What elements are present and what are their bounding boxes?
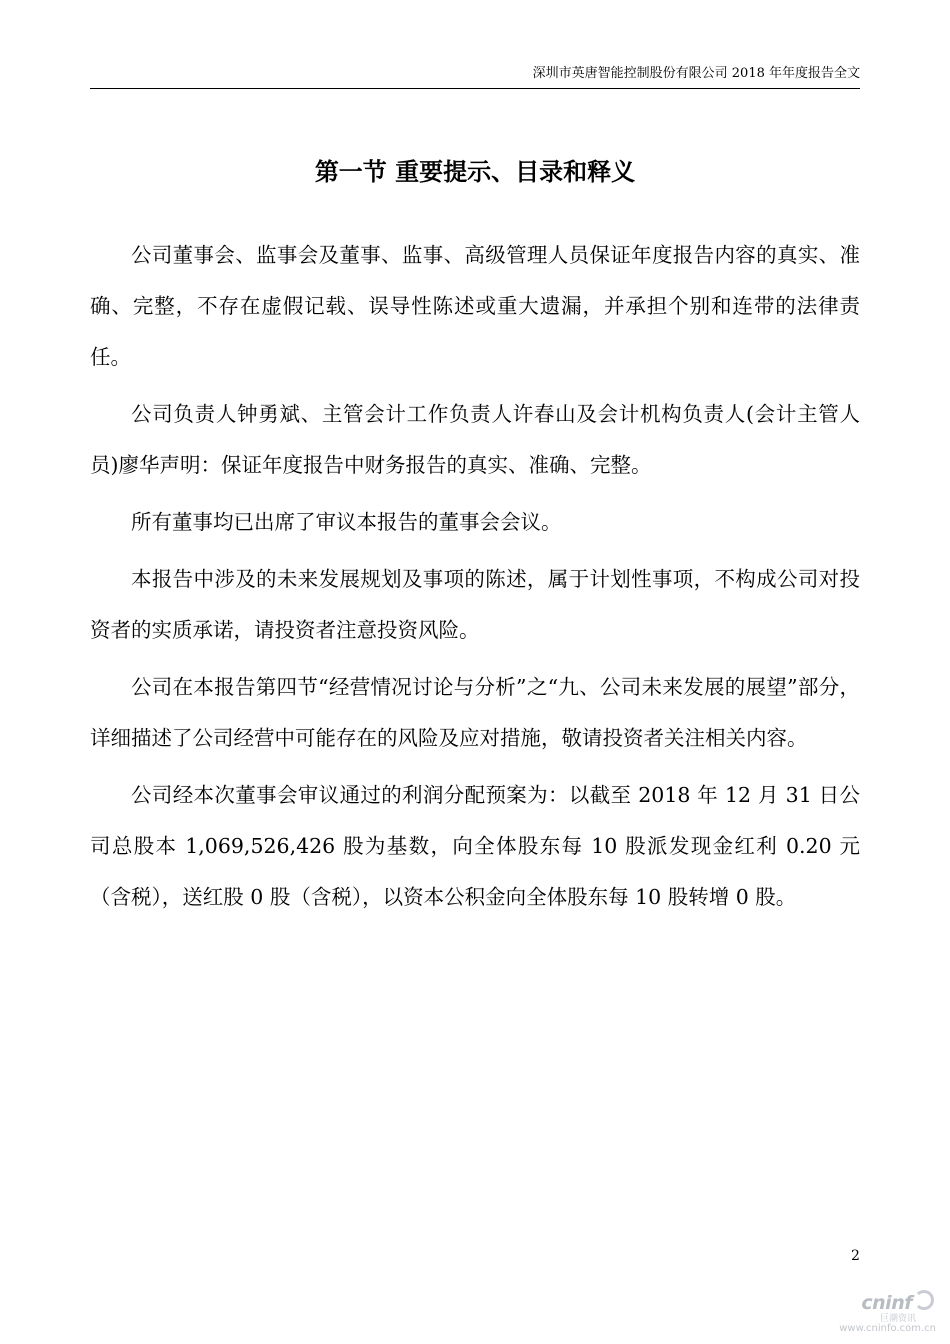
paragraph-officer-declaration: 公司负责人钟勇斌、主管会计工作负责人许春山及会计机构负责人(会计主管人员)廖华声明：保证年度报告中财务报告的真实、准确、完整。 bbox=[90, 402, 860, 477]
section-title: 第一节 重要提示、目录和释义 bbox=[314, 158, 636, 186]
running-header: 深圳市英唐智能控制股份有限公司 2018 年年度报告全文 bbox=[532, 66, 860, 81]
paragraph-responsibility-statement: 公司董事会、监事会及董事、监事、高级管理人员保证年度报告内容的真实、准确、完整，不存在虚假记载、误导性陈述或重大遗漏，并承担个别和连带的法律责任。 bbox=[90, 243, 860, 369]
cninfo-swirl-icon bbox=[914, 1290, 934, 1310]
cninfo-chinese-name: 巨潮资讯 bbox=[879, 1314, 916, 1324]
paragraph-forward-looking-disclaimer: 本报告中涉及的未来发展规划及事项的陈述，属于计划性事项，不构成公司对投资者的实质承诺，请投资者注意投资风险。 bbox=[90, 567, 860, 642]
paragraph-risk-reference: 公司在本报告第四节“经营情况讨论与分析”之“九、公司未来发展的展望”部分，详细描述了公司经营中可能存在的风险及应对措施，敬请投资者关注相关内容。 bbox=[90, 675, 860, 750]
cninfo-url: www.cninfo.com.cn bbox=[839, 1323, 936, 1334]
cninfo-logo: cninf bbox=[861, 1290, 934, 1314]
page-number: 2 bbox=[851, 1248, 860, 1264]
cninfo-watermark bbox=[839, 1290, 942, 1340]
header-divider bbox=[90, 88, 860, 89]
paragraph-board-attendance: 所有董事均已出席了审议本报告的董事会会议。 bbox=[131, 510, 562, 534]
body-text bbox=[90, 230, 860, 929]
paragraph-profit-distribution: 公司经本次董事会审议通过的利润分配预案为：以截至 2018 年 12 月 31 日公司总股本 1,069,526,426 股为基数，向全体股东每 10 股派发现金红利 0.20 元（含税），送红股 0 股（含税），以资本公积金向全体股东每 10 股转增 0 股。 bbox=[90, 783, 860, 909]
